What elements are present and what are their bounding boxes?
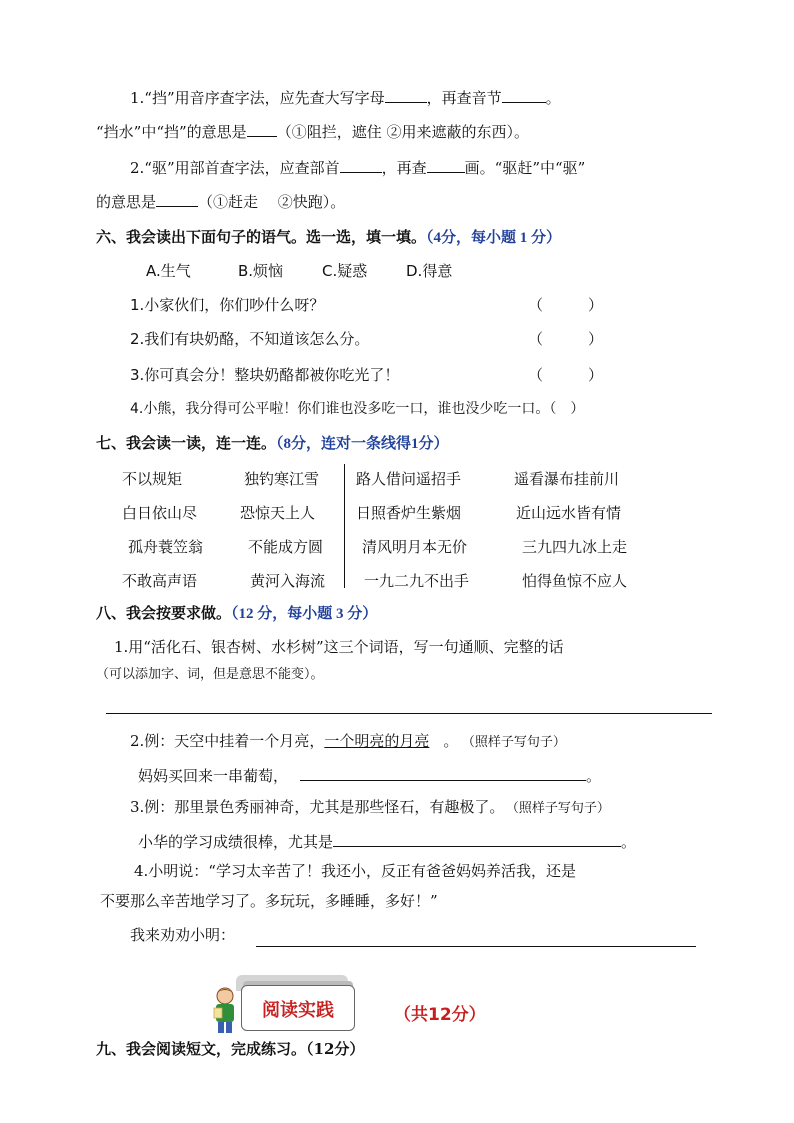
section-9-heading	[96, 1038, 364, 1060]
q2-example: 2.例：天空中挂着一个月亮，	[130, 732, 325, 750]
match-item[interactable]: 近山远水皆有情	[516, 504, 622, 522]
q2-prompt-end: 。	[586, 767, 602, 785]
answer-paren-3[interactable]: （ ）	[528, 366, 604, 384]
match-item[interactable]: 清风明月本无价	[362, 538, 468, 556]
section-8-q3-prompt	[138, 830, 636, 853]
section-6-item-2	[130, 328, 369, 350]
blank-strokes[interactable]	[427, 156, 465, 173]
section-6-item-4	[130, 398, 584, 420]
item-text: 3.你可真会分！整块奶酪都被你吃光了！	[130, 366, 400, 384]
question-2-line-2	[96, 190, 345, 213]
q2-note: （照样子写句子）	[468, 735, 566, 750]
q1-text-c: 。	[545, 89, 561, 107]
section-6-score: （4分，每小题 1 分）	[426, 230, 562, 246]
reading-banner-label: 阅读实践	[262, 1000, 334, 1021]
match-item[interactable]: 孤舟蓑笠翁	[128, 538, 204, 556]
match-item[interactable]: 路人借问遥招手	[356, 470, 462, 488]
q2-text-a: 2.“驱”用部首查字法，应查部首	[130, 159, 340, 177]
q1-text-a: 1.“挡”用音序查字法，应先查大写字母	[130, 89, 385, 107]
section-6-title: 六、我会读出下面句子的语气。选一选，填一填。	[96, 228, 427, 246]
option-d: D.得意	[406, 262, 453, 280]
match-item[interactable]: 一九二九不出手	[364, 572, 470, 590]
column-divider	[344, 464, 345, 588]
match-item[interactable]: 独钓寒江雪	[244, 470, 320, 488]
item-text: 2.我们有块奶酪，不知道该怎么分。	[130, 330, 370, 348]
section-8-q2	[130, 730, 566, 754]
section-8-title: 八、我会按要求做。	[96, 604, 232, 622]
match-item[interactable]: 不敢高声语	[122, 572, 198, 590]
answer-line-q1[interactable]	[106, 713, 712, 714]
section-8-q3	[130, 796, 610, 820]
question-2-line-1	[130, 156, 585, 179]
section-8-q2-prompt	[138, 764, 601, 787]
match-item[interactable]: 遥看瀑布挂前川	[514, 470, 620, 488]
reading-score: （共12分）	[394, 1005, 486, 1025]
section-7-score: （8分，连对一条线得1分）	[276, 436, 449, 452]
q2-prompt: 妈妈买回来一串葡萄，	[138, 767, 289, 785]
item-text: 1.小家伙们，你们吵什么呀？	[130, 296, 325, 314]
option-c: C.疑惑	[322, 262, 368, 280]
q2-text-d: 的意思是	[96, 193, 157, 211]
match-item[interactable]: 不以规矩	[122, 470, 183, 488]
q2-text-e: （①赶走 ②快跑）。	[198, 193, 346, 211]
q2-underlined-example: 一个明亮的月亮	[324, 732, 430, 750]
section-6-heading	[96, 226, 561, 249]
match-item[interactable]: 黄河入海流	[250, 572, 326, 590]
section-8-q1-note: （可以添加字、词，但是意思不能变）。	[96, 667, 324, 682]
item-text: 4.小熊，我分得可公平啦！你们谁也没多吃一口，谁也没少吃一口。	[130, 401, 550, 417]
reading-student-icon	[206, 986, 242, 1034]
answer-paren-1[interactable]: （ ）	[528, 296, 604, 314]
blank-radical[interactable]	[340, 156, 382, 173]
section-8-score: （12 分，每小题 3 分）	[231, 606, 378, 622]
match-item[interactable]: 怕得鱼惊不应人	[522, 572, 628, 590]
option-b: B.烦恼	[238, 262, 284, 280]
q3-prompt: 小华的学习成绩很棒，尤其是	[138, 833, 334, 851]
answer-paren-4[interactable]: （ ）	[549, 401, 585, 417]
section-8-q4-line-1: 4.小明说：“学习太辛苦了！我还小，反正有爸爸妈妈养活我，还是	[134, 862, 576, 880]
q2-text-b: ，再查	[381, 159, 427, 177]
section-8-q4-line-2: 不要那么辛苦地学习了。多玩玩，多睡睡，多好！”	[100, 892, 438, 910]
blank-syllable[interactable]	[502, 86, 546, 103]
match-item[interactable]: 白日依山尽	[122, 504, 198, 522]
section-8-heading	[96, 602, 377, 625]
answer-blank-q2[interactable]	[300, 764, 586, 781]
answer-line-q4[interactable]	[256, 946, 696, 947]
section-9-title: 九、我会阅读短文，完成练习。	[96, 1040, 307, 1058]
section-9-score: （12分）	[306, 1040, 365, 1058]
match-item[interactable]: 三九四九冰上走	[522, 538, 628, 556]
q1-text-d: “挡水”中“挡”的意思是	[96, 123, 247, 141]
section-6-item-1	[130, 294, 324, 316]
q3-note: （照样子写句子）	[512, 801, 610, 816]
answer-blank-q3[interactable]	[333, 830, 621, 847]
section-8-q4-prompt	[130, 924, 235, 946]
q2-text-c: 画。“驱赶”中“驱”	[464, 159, 586, 177]
option-a: A.生气	[146, 262, 191, 280]
q3-prompt-end: 。	[621, 833, 637, 851]
blank-capital-letter[interactable]	[385, 86, 427, 103]
q1-text-e: （①阻拦，遮住 ②用来遮蔽的东西）。	[276, 123, 529, 141]
section-7-title: 七、我会读一读，连一连。	[96, 434, 277, 452]
q3-example: 3.例：那里景色秀丽神奇，尤其是那些怪石，有趣极了。	[130, 798, 505, 816]
question-1-line-2	[96, 120, 529, 143]
section-8-q1: 1.用“活化石、银杏树、水杉树”这三个词语，写一句通顺、完整的话	[114, 638, 564, 656]
match-item[interactable]: 恐惊天上人	[240, 504, 316, 522]
match-item[interactable]: 日照香炉生紫烟	[356, 504, 462, 522]
section-6-item-3	[130, 364, 399, 386]
blank-meaning-dang[interactable]	[247, 120, 277, 137]
reading-banner	[241, 985, 355, 1031]
q2-end: 。	[443, 732, 459, 750]
section-7-heading	[96, 432, 449, 455]
answer-paren-2[interactable]: （ ）	[528, 330, 604, 348]
section-6-options	[146, 260, 452, 282]
question-1-line-1	[130, 86, 561, 109]
match-item[interactable]: 不能成方圆	[248, 538, 324, 556]
blank-meaning-qu[interactable]	[156, 190, 198, 207]
q4-prompt: 我来劝劝小明：	[130, 926, 236, 944]
q1-text-b: ，再查音节	[426, 89, 502, 107]
